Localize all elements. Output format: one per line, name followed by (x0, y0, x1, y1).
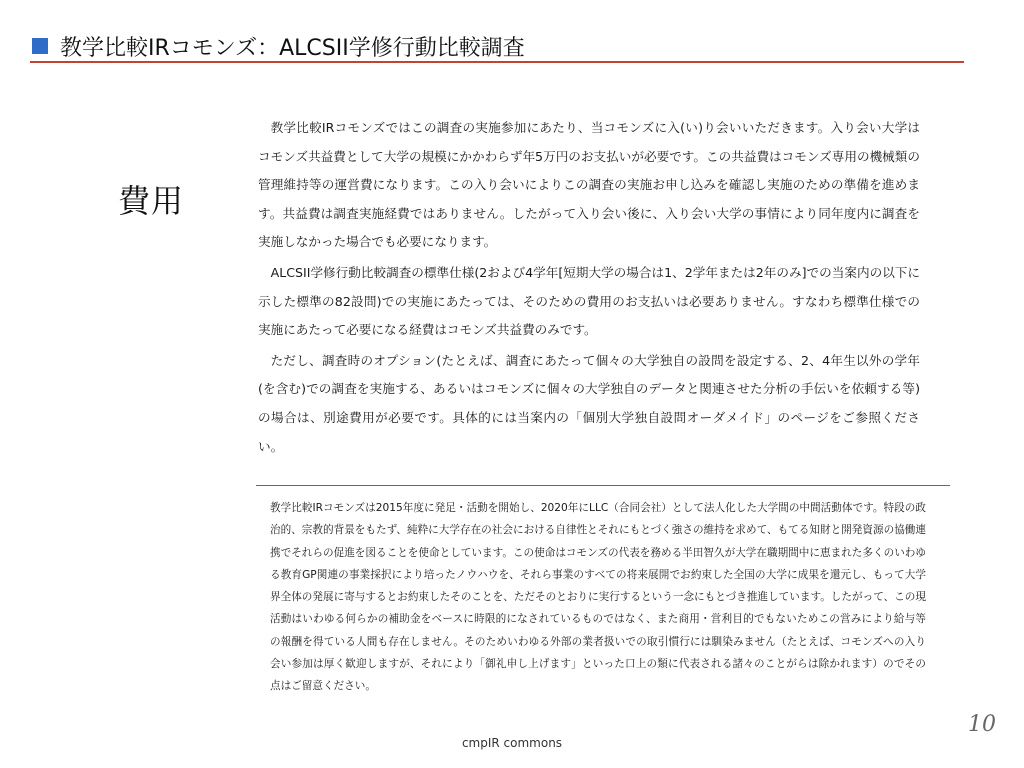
section-label: 費用 (118, 182, 185, 220)
page-number: 10 (968, 712, 996, 737)
footer-brand: cmpIR commons (461, 736, 563, 750)
slide-title: 教学比較IRコモンズ：ALCSII学修行動比較調査 (60, 35, 525, 61)
main-paragraph-2: ALCSII学修行動比較調査の標準仕様(2および4学年[短期大学の場合は1、2学年または2年のみ]での当案内の以下に示した標準の82設問)での実施にあたっては、そのための費用のお支払いは必要ありません。すなわち標準仕様での実施にあたって必要になる経費はコモンズ共益費のみです。 (258, 264, 920, 338)
slide-header (32, 28, 525, 64)
header-rule (30, 61, 964, 63)
main-text-block (258, 114, 920, 463)
note-paragraph: 教学比較IRコモンズは2015年度に発足・活動を開始し、2020年にLLC（合同会社）として法人化した大学間の中間活動体です。特段の政治的、宗教的背景をもたず、純粋に大学存在の社会における自律性とそれにもとづく強さの維持を求めて、もてる知財と開発資源の協働連携でそれらの促進を図ることを使命としています。この使命はコモンズの代表を務める半田智久が大学在職期間中に恵まれた多くのいわゆる教育GP関連の事業採択により培ったノウハウを、それら事業のすべての将来展開でお約束した全国の大学に成果を還元し、もって大学界全体の発展に寄与するとお約束したそのことを、ただそのとおりに実行するという一念にもとづき推進しています。したがって、この現活動はいわゆる何らかの補助金をベースに時限的になされているものではなく、また商用・営利目的でもないためこの営みにより給与等の報酬を得ている人間も存在しません。そのためいわゆる外部の業者扱いでの取引慣行には馴染みません（たとえば、コモンズへの入り会い参加は厚く歓迎しますが、それにより「御礼申し上げます」といった口上の類に代表される諸々のことがらは除かれます）のでその点はご留意ください。 (270, 502, 926, 693)
section-divider (256, 485, 950, 486)
title-square-icon (32, 38, 48, 54)
main-paragraph-3: ただし、調査時のオプション(たとえば、調査にあたって個々の大学独自の設問を設定する、2、4年生以外の学年(を含む)での調査を実施する、あるいはコモンズに個々の大学独自のデータと関連させた分析の手伝いを依頼する等)の場合は、別途費用が必要です。具体的には当案内の「個別大学独自設問オーダメイド」のページをご参照ください。 (258, 352, 920, 454)
main-paragraph-1: 教学比較IRコモンズではこの調査の実施参加にあたり、当コモンズに入(い)り会いいただきます。入り会い大学はコモンズ共益費として大学の規模にかかわらず年5万円のお支払いが必要です。この共益費はコモンズ専用の機械類の管理維持等の運営費になります。この入り会いによりこの調査の実施お申し込みを確認し実施のための準備を進めます。共益費は調査実施経費ではありません。したがって入り会い後に、入り会い大学の事情により同年度内に調査を実施しなかった場合でも必要になります。 (258, 120, 920, 250)
